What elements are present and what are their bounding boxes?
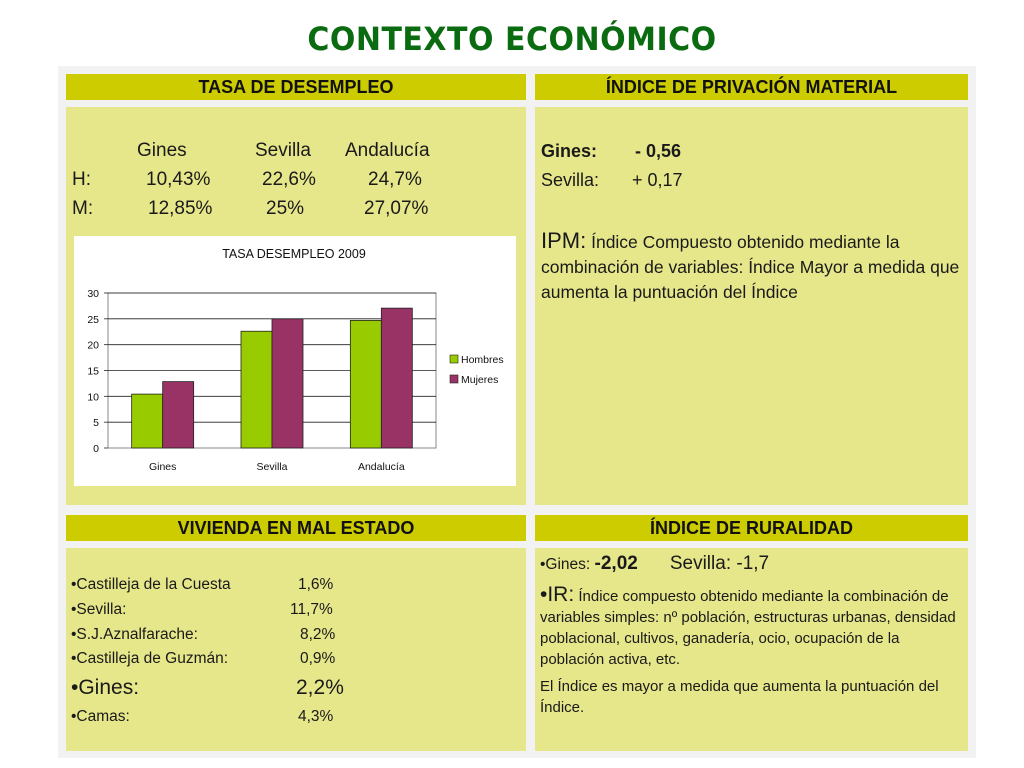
deprivation-sevilla-value: + 0,17 bbox=[632, 170, 683, 190]
housing-item-name-highlight: •Gines: bbox=[71, 676, 140, 699]
rurality-note: El Índice es mayor a medida que aumenta la puntuación del Índice. bbox=[540, 678, 939, 716]
bar-mujeres bbox=[381, 308, 412, 448]
cell-women-gines: 12,85% bbox=[148, 198, 213, 219]
housing-item-value: 11,7% bbox=[290, 601, 333, 618]
legend-swatch bbox=[450, 375, 458, 383]
y-tick-label: 15 bbox=[87, 365, 99, 378]
y-axis-ticks bbox=[87, 288, 99, 455]
y-tick-label: 10 bbox=[87, 391, 99, 404]
housing-item-value: 1,6% bbox=[298, 576, 334, 593]
y-tick-label: 25 bbox=[87, 313, 99, 326]
rurality-gines-value: -2,02 bbox=[594, 553, 638, 574]
panel-deprivation bbox=[535, 107, 968, 505]
ir-text: Índice compuesto obtenido mediante la combinación de variables simples: nº población, estructuras urbanas, densidad poblacional, cultivos, ganadería, ocio, ocupación de la población activa, etc. bbox=[540, 588, 956, 668]
header-housing: VIVIENDA EN MAL ESTADO bbox=[66, 515, 526, 541]
bar-mujeres bbox=[163, 382, 194, 448]
deprivation-gines-label: Gines: bbox=[541, 141, 598, 161]
x-tick-label: Andalucía bbox=[357, 461, 405, 473]
legend bbox=[450, 354, 504, 386]
chart-title: TASA DESEMPLEO 2009 bbox=[222, 247, 366, 261]
col-header-gines: Gines bbox=[137, 140, 187, 161]
deprivation-gines-value: - 0,56 bbox=[635, 141, 682, 161]
chart-svg bbox=[74, 236, 516, 486]
bar-hombres bbox=[350, 320, 381, 448]
housing-item-name: •Castilleja de la Cuesta bbox=[71, 576, 231, 593]
col-header-sevilla: Sevilla bbox=[255, 140, 311, 161]
bar-hombres bbox=[132, 394, 163, 448]
housing-item-name: •S.J.Aznalfarache: bbox=[71, 626, 198, 643]
ir-description bbox=[540, 584, 960, 670]
rurality-gines-label: •Gines: bbox=[540, 556, 595, 573]
header-rurality: ÍNDICE DE RURALIDAD bbox=[535, 515, 968, 541]
y-tick-label: 30 bbox=[87, 288, 99, 300]
ipm-text: Índice Compuesto obtenido mediante la combinación de variables: Índice Mayor a medida que aumenta la puntuación del Índice bbox=[541, 232, 960, 302]
legend-label: Mujeres bbox=[461, 374, 499, 386]
housing-item-value-highlight: 2,2% bbox=[296, 676, 344, 699]
y-tick-label: 5 bbox=[93, 417, 99, 430]
x-tick-label: Sevilla bbox=[256, 461, 288, 473]
housing-item-name: •Castilleja de Guzmán: bbox=[71, 650, 229, 667]
cell-men-gines: 10,43% bbox=[146, 169, 211, 190]
cell-men-andalucia: 24,7% bbox=[368, 169, 422, 190]
legend-label: Hombres bbox=[461, 354, 504, 366]
header-unemployment: TASA DE DESEMPLEO bbox=[66, 74, 526, 100]
row-label-women: M: bbox=[72, 198, 94, 219]
rurality-sevilla: Sevilla: -1,7 bbox=[669, 553, 770, 574]
housing-item-value: 4,3% bbox=[298, 708, 334, 725]
bar-hombres bbox=[241, 331, 272, 448]
y-tick-label: 20 bbox=[87, 339, 99, 352]
bar-mujeres bbox=[272, 319, 303, 448]
housing-item-name: •Camas: bbox=[71, 708, 130, 725]
rurality-values bbox=[540, 553, 769, 575]
housing-item-value: 0,9% bbox=[300, 650, 336, 667]
page-title: CONTEXTO ECONÓMICO bbox=[307, 20, 717, 59]
ir-prefix: •IR: bbox=[540, 583, 575, 606]
housing-item-name: •Sevilla: bbox=[71, 601, 127, 618]
row-label-men: H: bbox=[72, 169, 91, 190]
cell-women-andalucia: 27,07% bbox=[364, 198, 429, 219]
ipm-description bbox=[541, 228, 961, 305]
cell-men-sevilla: 22,6% bbox=[262, 169, 316, 190]
x-tick-label: Gines bbox=[148, 461, 177, 473]
header-deprivation: ÍNDICE DE PRIVACIÓN MATERIAL bbox=[535, 74, 968, 100]
y-tick-label: 0 bbox=[93, 443, 99, 455]
cell-women-sevilla: 25% bbox=[266, 198, 305, 219]
unemployment-chart bbox=[74, 236, 516, 486]
col-header-andalucia: Andalucía bbox=[345, 140, 430, 161]
housing-item-value: 8,2% bbox=[300, 626, 336, 643]
deprivation-sevilla-label: Sevilla: bbox=[541, 170, 600, 190]
x-axis-labels bbox=[149, 461, 405, 473]
legend-swatch bbox=[450, 355, 458, 363]
ipm-prefix: IPM: bbox=[541, 228, 587, 253]
